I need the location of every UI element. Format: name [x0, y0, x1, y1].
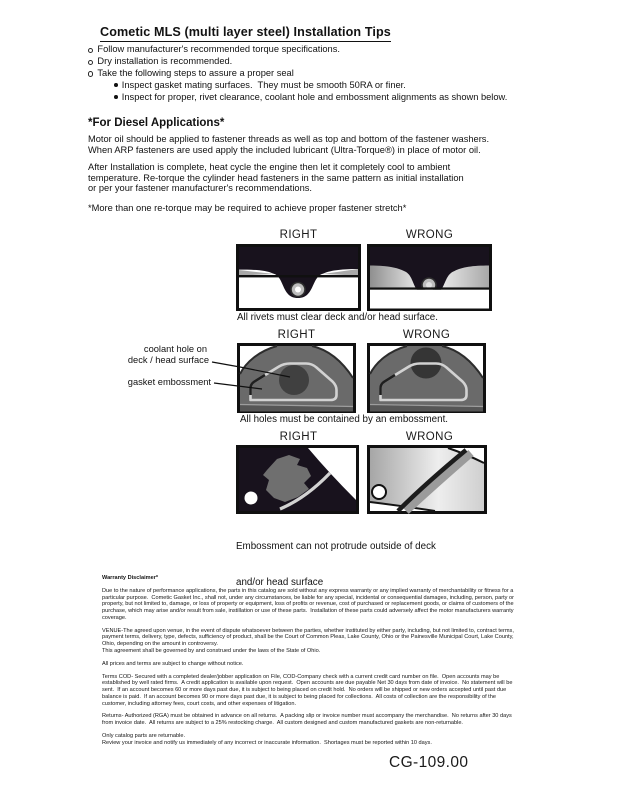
list-item-text: Take the following steps to assure a proper seal: [97, 67, 294, 78]
wrong-label: WRONG: [405, 431, 454, 443]
terms-paragraph: Terms COD- Secured with a completed dealer/jobber application on File, COD-Company check with a current credit card number on file. Open accounts may be established by well rated firms. A credit application is available upon request. Open accounts are due payable Net 30 days from date of invoice. No statement will be sent. If an account becomes 60 or more days past due, it is subject to being placed on credit hold. No orders will be shipped or new orders accepted until past due balance is paid. If an account becomes 90 or more days past due, it is subject to being placed for collections. All costs of collection are the responsibility of the customer, including attorney fees, court costs, and other expenses of litigation.: [102, 673, 514, 707]
disclaimer-heading: Warranty Disclaimer*: [102, 575, 159, 581]
coolant-hole-annotation: coolant hole on: [143, 344, 207, 354]
row1-caption: All rivets must clear deck and/or head surface.: [237, 312, 438, 323]
prices-paragraph: All prices and terms are subject to change without notice.: [102, 660, 244, 667]
list-item: [88, 68, 507, 80]
open-bullet-icon: [88, 60, 93, 65]
paragraph-line: Motor oil should be applied to fastener threads as well as top and bottom of the fastener washers.: [88, 134, 490, 144]
embossment-protrusion-right-diagram: [236, 445, 359, 514]
list-item-text: Dry installation is recommended.: [97, 55, 233, 66]
wrong-label: WRONG: [405, 229, 454, 241]
warranty-disclaimer-section: [102, 575, 520, 747]
gasket-embossment-annotation: gasket embossment: [127, 377, 211, 387]
diesel-paragraph-2: [88, 162, 464, 194]
paragraph-line: or per your fastener manufacturer's recommendations.: [88, 183, 312, 193]
installation-tips-list: [88, 44, 507, 104]
coolant-hole-annotation: deck / head surface: [127, 355, 209, 365]
list-item: [88, 44, 507, 56]
page-code: CG-109.00: [389, 754, 469, 771]
paragraph-line: After Installation is complete, heat cycle the engine then let it completely cool to ambient: [88, 162, 451, 172]
sub-list-item: [114, 92, 507, 104]
row2-caption: All holes must be contained by an embossment.: [240, 414, 449, 425]
retorque-note: *More than one re-torque may be required to achieve proper fastener stretch*: [88, 203, 407, 213]
rivet-clearance-right-diagram: [236, 244, 361, 311]
open-bullet-icon: [88, 48, 93, 53]
right-label: RIGHT: [279, 229, 318, 241]
paragraph-line: temperature. Re-torque the cylinder head fasteners in the same pattern as initial installation: [88, 172, 464, 183]
returns-paragraph: Returns- Authorized (RGA) must be obtained in advance on all returns. A packing slip or invoice number must accompany the merchandise. No returns after 30 days from invoice date. All returns are subject to a 25% restocking charge. All custom designed and custom manufactured gaskets are non-returnable.: [102, 713, 514, 727]
diesel-paragraph-1: [88, 134, 489, 155]
disclaimer-paragraph: Due to the nature of performance applications, the parts in this catalog are sold without any express warranty or any implied warranty of merchantability or fitness for a particular purpose. Cometic Gasket Inc., shall not, under any circumstances, be liable for any special, incidental or consequential damages, including, person, party or property, but not limited to, damage, or loss of property or equipment, loss of profits or revenue, cost of purchased or replacement goods, or claims of customers of the purchase, which may arise and/or result from sale, instillation or use of these parts. Installation of these parts could adversely affect the motor manufacturers warranty coverage.: [102, 587, 516, 621]
embossment-containment-wrong-diagram: [367, 343, 486, 413]
list-item: [88, 56, 507, 68]
caption-line: and/or head surface: [236, 577, 324, 588]
right-label: RIGHT: [277, 329, 316, 341]
annotation-leader-lines: [210, 353, 310, 398]
wrong-label: WRONG: [402, 329, 451, 341]
page-title: Cometic MLS (multi layer steel) Installation Tips: [100, 25, 391, 42]
right-label: RIGHT: [279, 431, 318, 443]
invoice-review-paragraph: Review your invoice and notify us immediately of any incorrect or inaccurate information. Shortages must be reported within 10 days.: [102, 739, 432, 746]
rivet-clearance-wrong-diagram: [367, 244, 492, 311]
filled-bullet-icon: [114, 95, 118, 99]
sub-list-item: [114, 80, 507, 92]
sub-list-item-text: Inspect for proper, rivet clearance, coolant hole and embossment alignments as shown below.: [121, 91, 508, 102]
caption-line: Embossment can not protrude outside of deck: [236, 541, 436, 552]
diesel-heading: *For Diesel Applications*: [88, 117, 225, 129]
sub-list-item-text: Inspect gasket mating surfaces. They must be smooth 50RA or finer.: [121, 79, 406, 90]
catalog-parts-paragraph: Only catalog parts are returnable.: [102, 733, 186, 740]
list-item-text: Follow manufacturer's recommended torque specifications.: [97, 44, 340, 54]
paragraph-line: When ARP fasteners are used apply the included lubricant (Ultra-Torque®) in place of motor oil.: [88, 144, 481, 155]
embossment-protrusion-wrong-diagram: [367, 445, 487, 514]
venue-paragraph: VENUE-The agreed upon venue, in the event of dispute whatsoever between the parties, whether instituted by either party, including, but not limited to, contract terms, payment terms, delivery, type, defects, sufficiency of product, shall be the Court of Common Pleas, Lake County, Ohio or the Painesville Municipal Court, Lake County, Ohio, depending on the amount in controversy.: [102, 627, 516, 648]
open-bullet-icon: [88, 71, 93, 76]
filled-bullet-icon: [114, 83, 118, 87]
venue-paragraph: This agreement shall be governed by and construed under the laws of the State of Ohio.: [102, 647, 321, 654]
